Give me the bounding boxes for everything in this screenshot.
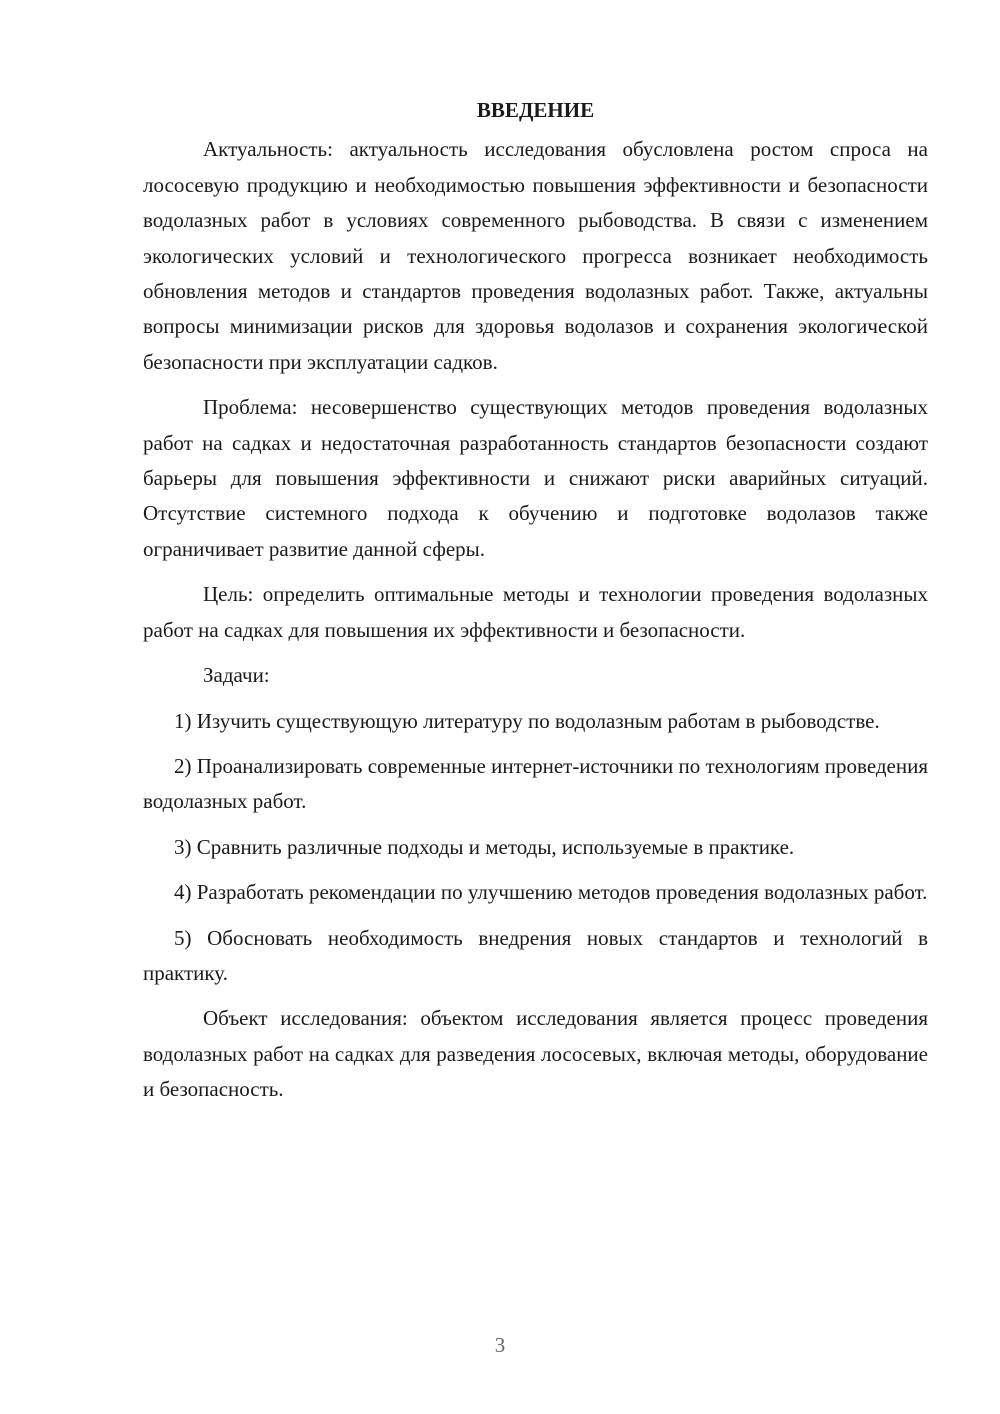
- task-item: 2) Проанализировать современные интернет-источники по технологиям проведения водолазных работ.: [143, 753, 928, 814]
- paragraph-goal: Цель: определить оптимальные методы и технологии проведения водолазных работ на садках для повышения их эффективности и безопасности.: [143, 582, 928, 642]
- paragraph-problem: Проблема: несовершенство существующих методов проведения водолазных работ на садках и недостаточная разработанность стандартов безопасности создают барьеры для повышения эффективности и снижают риски аварийных ситуаций. Отсутствие системного подхода к обучению и подготовке водолазов также ограничивает развитие данной сферы.: [143, 395, 928, 561]
- tasks-label: Задачи:: [203, 663, 270, 688]
- paragraph-relevance: Актуальность: актуальность исследования обусловлена ростом спроса на лососевую продукцию и необходимостью повышения эффективности и безопасности водолазных работ в условиях современного рыбоводства. В связи с изменением экологических условий и технологического прогресса возникает необходимость обновления методов и стандартов проведения водолазных работ. Также, актуальны вопросы минимизации рисков для здоровья водолазов и сохранения экологической безопасности при эксплуатации садков.: [143, 137, 928, 374]
- section-title: ВВЕДЕНИЕ: [476, 98, 595, 122]
- task-item: 4) Разработать рекомендации по улучшению методов проведения водолазных работ.: [174, 880, 928, 905]
- page-number: 3: [494, 1333, 506, 1357]
- task-item: 1) Изучить существующую литературу по водолазным работам в рыбоводстве.: [174, 708, 880, 733]
- paragraph-object: Объект исследования: объектом исследования является процесс проведения водолазных работ на садках для разведения лососевых, включая методы, оборудование и безопасность.: [143, 1006, 928, 1102]
- task-item: 5) Обосновать необходимость внедрения новых стандартов и технологий в практику.: [143, 925, 928, 985]
- document-page: [143, 93, 928, 1118]
- task-item: 3) Сравнить различные подходы и методы, используемые в практике.: [174, 834, 795, 859]
